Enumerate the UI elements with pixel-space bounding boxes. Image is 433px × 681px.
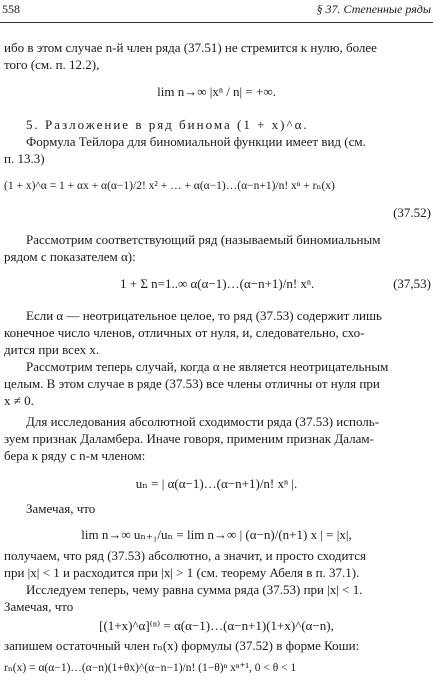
equation-series: 1 + Σ n=1..∞ α(α−1)…(α−n+1)/n! xⁿ. bbox=[120, 276, 315, 291]
text-line-2: того (см. п. 12.2), bbox=[4, 57, 100, 72]
text-line-14: зуем признак Даламбера. Иначе говоря, применим признак Далам- bbox=[4, 431, 374, 446]
text-line-12: x ≠ 0. bbox=[4, 393, 34, 408]
text-line-8: конечное число членов, отличных от нуля, и, следовательно, схо- bbox=[4, 325, 365, 340]
equation-derivative: [(1+x)^α]⁽ⁿ⁾ = α(α−1)…(α−n+1)(1+x)^(α−n), bbox=[99, 618, 334, 633]
page-number: 558 bbox=[2, 2, 20, 16]
equation-number-series: (37,53) bbox=[393, 276, 431, 291]
text-line-18: при |x| < 1 и расходится при |x| > 1 (см. теорему Абеля в п. 37.1). bbox=[4, 565, 360, 580]
text-line-6: рядом с показателем α): bbox=[4, 249, 136, 264]
text-line-13: Для исследования абсолютной сходимости ряда (37.53) исполь- bbox=[26, 414, 380, 429]
text-line-11: целым. В этом случае в ряде (37.53) все члены отличны от нуля при bbox=[4, 376, 380, 391]
text-line-4: п. 13.3) bbox=[4, 151, 45, 166]
equation-un: uₙ = | α(α−1)…(α−n+1)/n! xⁿ |. bbox=[135, 476, 298, 491]
text-line-16: Замечая, что bbox=[26, 501, 96, 516]
text-line-17: получаем, что ряд (37.53) абсолютно, а значит, и просто сходится bbox=[4, 548, 366, 563]
equation-limit: lim n→∞ |xⁿ / n| = +∞. bbox=[157, 84, 276, 99]
text-line-1: ибо в этом случае n-й член ряда (37.51) не стремится к нулю, более bbox=[4, 40, 377, 55]
header-rule bbox=[0, 22, 433, 23]
subsection-title: 5. Разложение в ряд бинома (1 + x)^α. bbox=[26, 117, 309, 132]
equation-remainder: rₙ(x) = α(α−1)…(α−n)(1+θx)^(α−n−1)/n! (1−θ)ⁿ xⁿ⁺¹, 0 < θ < 1 bbox=[4, 662, 297, 674]
equation-taylor: (1 + x)^α = 1 + αx + α(α−1)/2! x² + … + α(α−1)…(α−n+1)/n! xⁿ + rₙ(x) bbox=[4, 180, 335, 192]
section-header: § 37. Степенные ряды bbox=[316, 2, 431, 16]
text-line-3: Формула Тейлора для биномиальной функции имеет вид (см. bbox=[26, 134, 366, 149]
text-line-20: Замечая, что bbox=[4, 599, 74, 614]
text-line-5: Рассмотрим соответствующий ряд (называемый биномиальным bbox=[26, 232, 381, 247]
text-line-15: бера к ряду с n-м членом: bbox=[4, 448, 146, 463]
text-line-7: Если α — неотрицательное целое, то ряд (37.53) содержит лишь bbox=[26, 308, 382, 323]
equation-number-taylor: (37.52) bbox=[393, 205, 431, 220]
text-line-21: запишем остаточный член rₙ(x) формулы (37.52) в форме Коши: bbox=[4, 638, 360, 653]
text-line-10: Рассмотрим теперь случай, когда α не является неотрицательным bbox=[26, 359, 389, 374]
text-line-19: Исследуем теперь, чему равна сумма ряда (37.53) при |x| < 1. bbox=[26, 582, 363, 597]
equation-ratio: lim n→∞ uₙ₊₁/uₙ = lim n→∞ | (α−n)/(n+1) x | = |x|, bbox=[81, 527, 352, 542]
text-line-9: дится при всех x. bbox=[4, 342, 100, 357]
